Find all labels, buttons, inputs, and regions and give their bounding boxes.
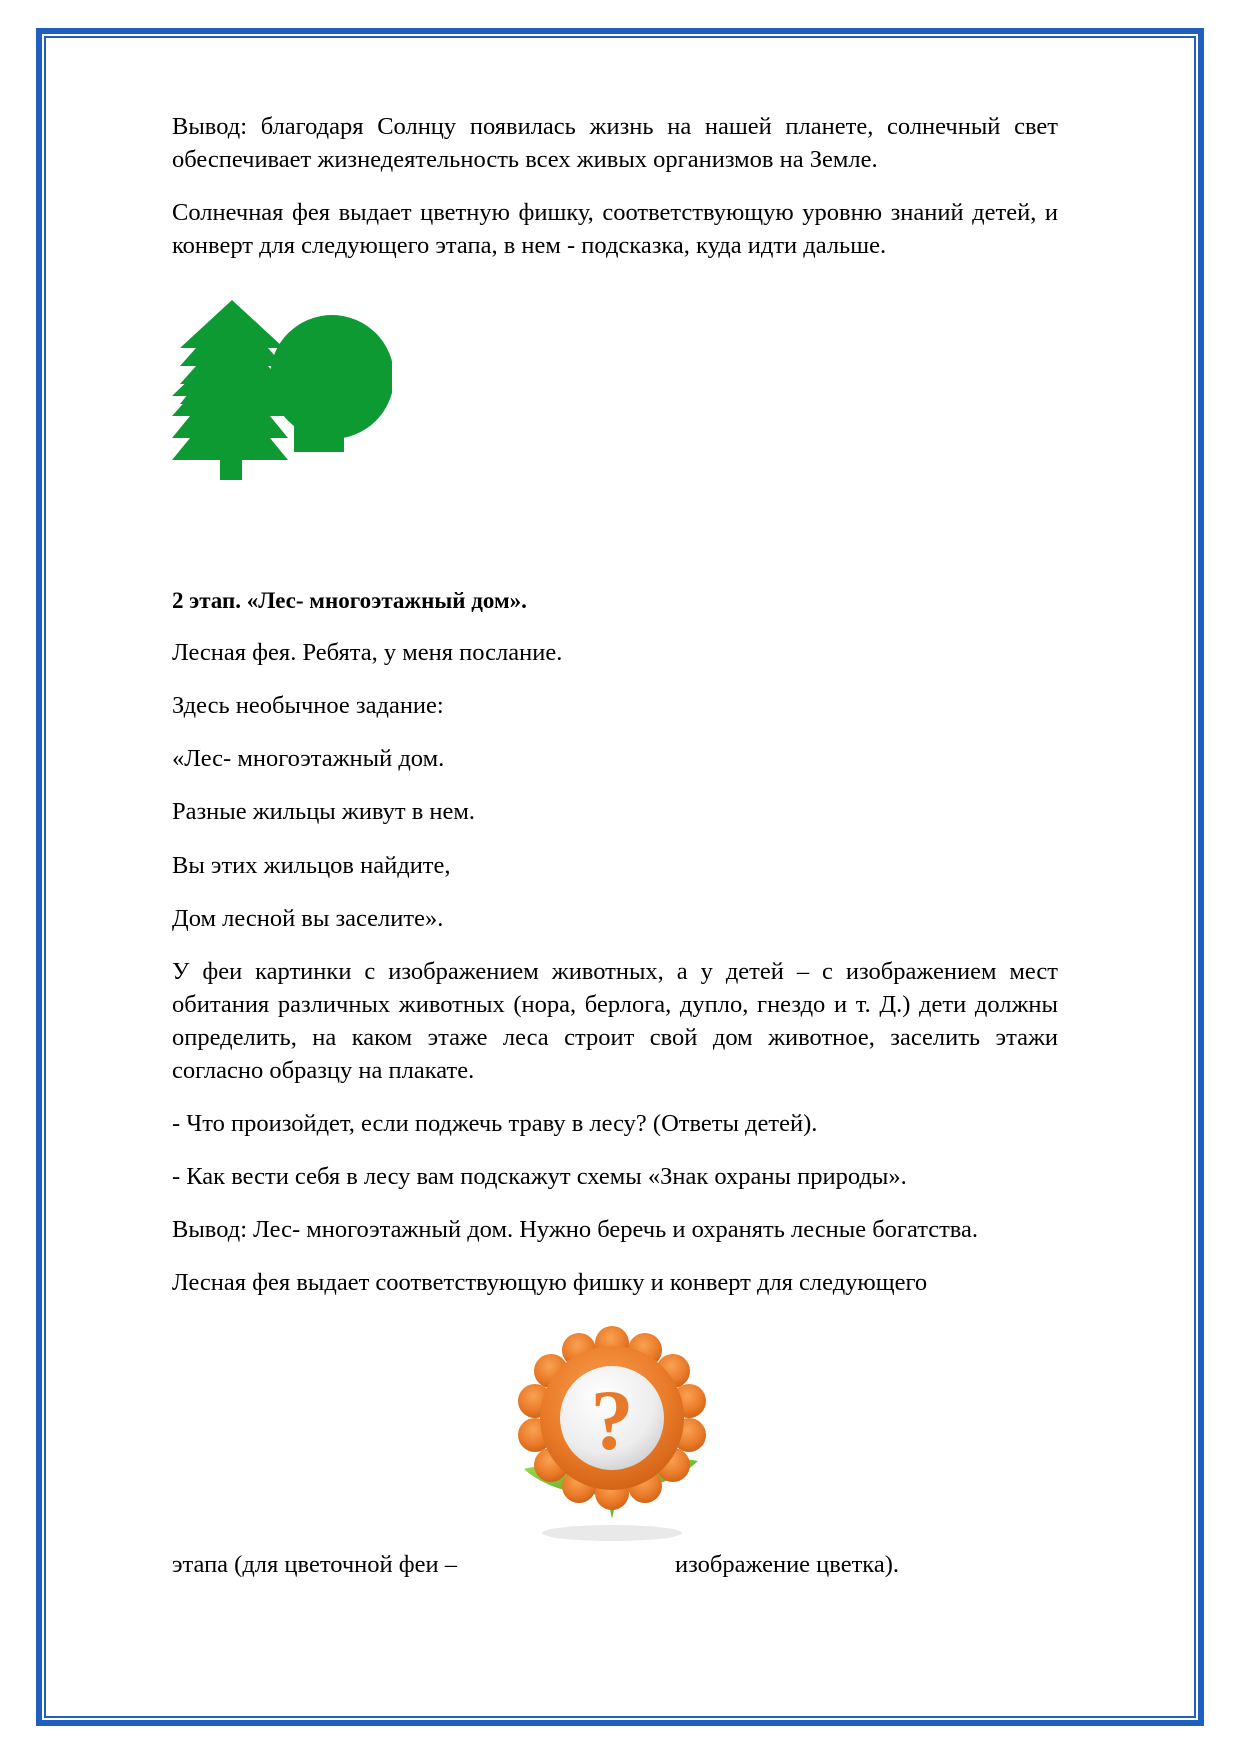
closing-line-after: изображение цветка). [675, 1551, 899, 1579]
closing-line-before: этапа (для цветочной феи – [172, 1551, 457, 1579]
paragraph-forest-fairy-gives-chip: Лесная фея выдает соответствующую фишку и конверт для следующего [172, 1269, 928, 1297]
svg-text:?: ? [590, 1372, 634, 1469]
paragraph-forest-fairy-message: Лесная фея. Ребята, у меня послание. [172, 639, 563, 667]
closing-line [172, 1551, 1058, 1579]
paragraph-task-description: У феи картинки с изображением животных, а у детей – с изображением мест обитания различных животных (нора, берлога, дупло, гнездо и т. Д.) дети должны определить, на каком этаже леса строит свой дом животное, заселить этажи согласно образцу на плакате. [172, 957, 1058, 1084]
paragraph-sun-fairy: Солнечная фея выдает цветную фишку, соответствующую уровню знаний детей, и конверт для следующего этапа, в нем - подсказка, куда идти дальше. [172, 199, 1058, 260]
orange-flower-question-mark-image [472, 1319, 752, 1550]
document-content [172, 110, 1058, 1579]
section-heading-stage-2: 2 этап. «Лес- многоэтажный дом». [172, 588, 527, 614]
paragraph-poem-line-2: Разные жильцы живут в нем. [172, 798, 476, 826]
paragraph-poem-line-3: Вы этих жильцов найдите, [172, 851, 451, 879]
vertical-gap [172, 544, 1058, 588]
paragraph-unusual-task: Здесь необычное задание: [172, 692, 444, 720]
flower-image-block [172, 1319, 1058, 1545]
paragraph-conclusion-forest: Вывод: Лес- многоэтажный дом. Нужно беречь и охранять лесные богатства. [172, 1216, 979, 1243]
forest-image-block [172, 282, 1058, 518]
paragraph-conclusion-sun: Вывод: благодаря Солнцу появилась жизнь на нашей планете, солнечный свет обеспечивает жизнедеятельность всех живых организмов на Земле. [172, 113, 1058, 174]
paragraph-question-behaviour: - Как вести себя в лесу вам подскажут схемы «Знак охраны природы». [172, 1162, 907, 1190]
paragraph-poem-line-1: «Лес- многоэтажный дом. [172, 745, 445, 773]
paragraph-question-fire: - Что произойдет, если поджечь траву в лесу? (Ответы детей). [172, 1109, 818, 1137]
forest-trees-icon [172, 292, 392, 487]
paragraph-poem-line-4: Дом лесной вы заселите». [172, 904, 444, 932]
